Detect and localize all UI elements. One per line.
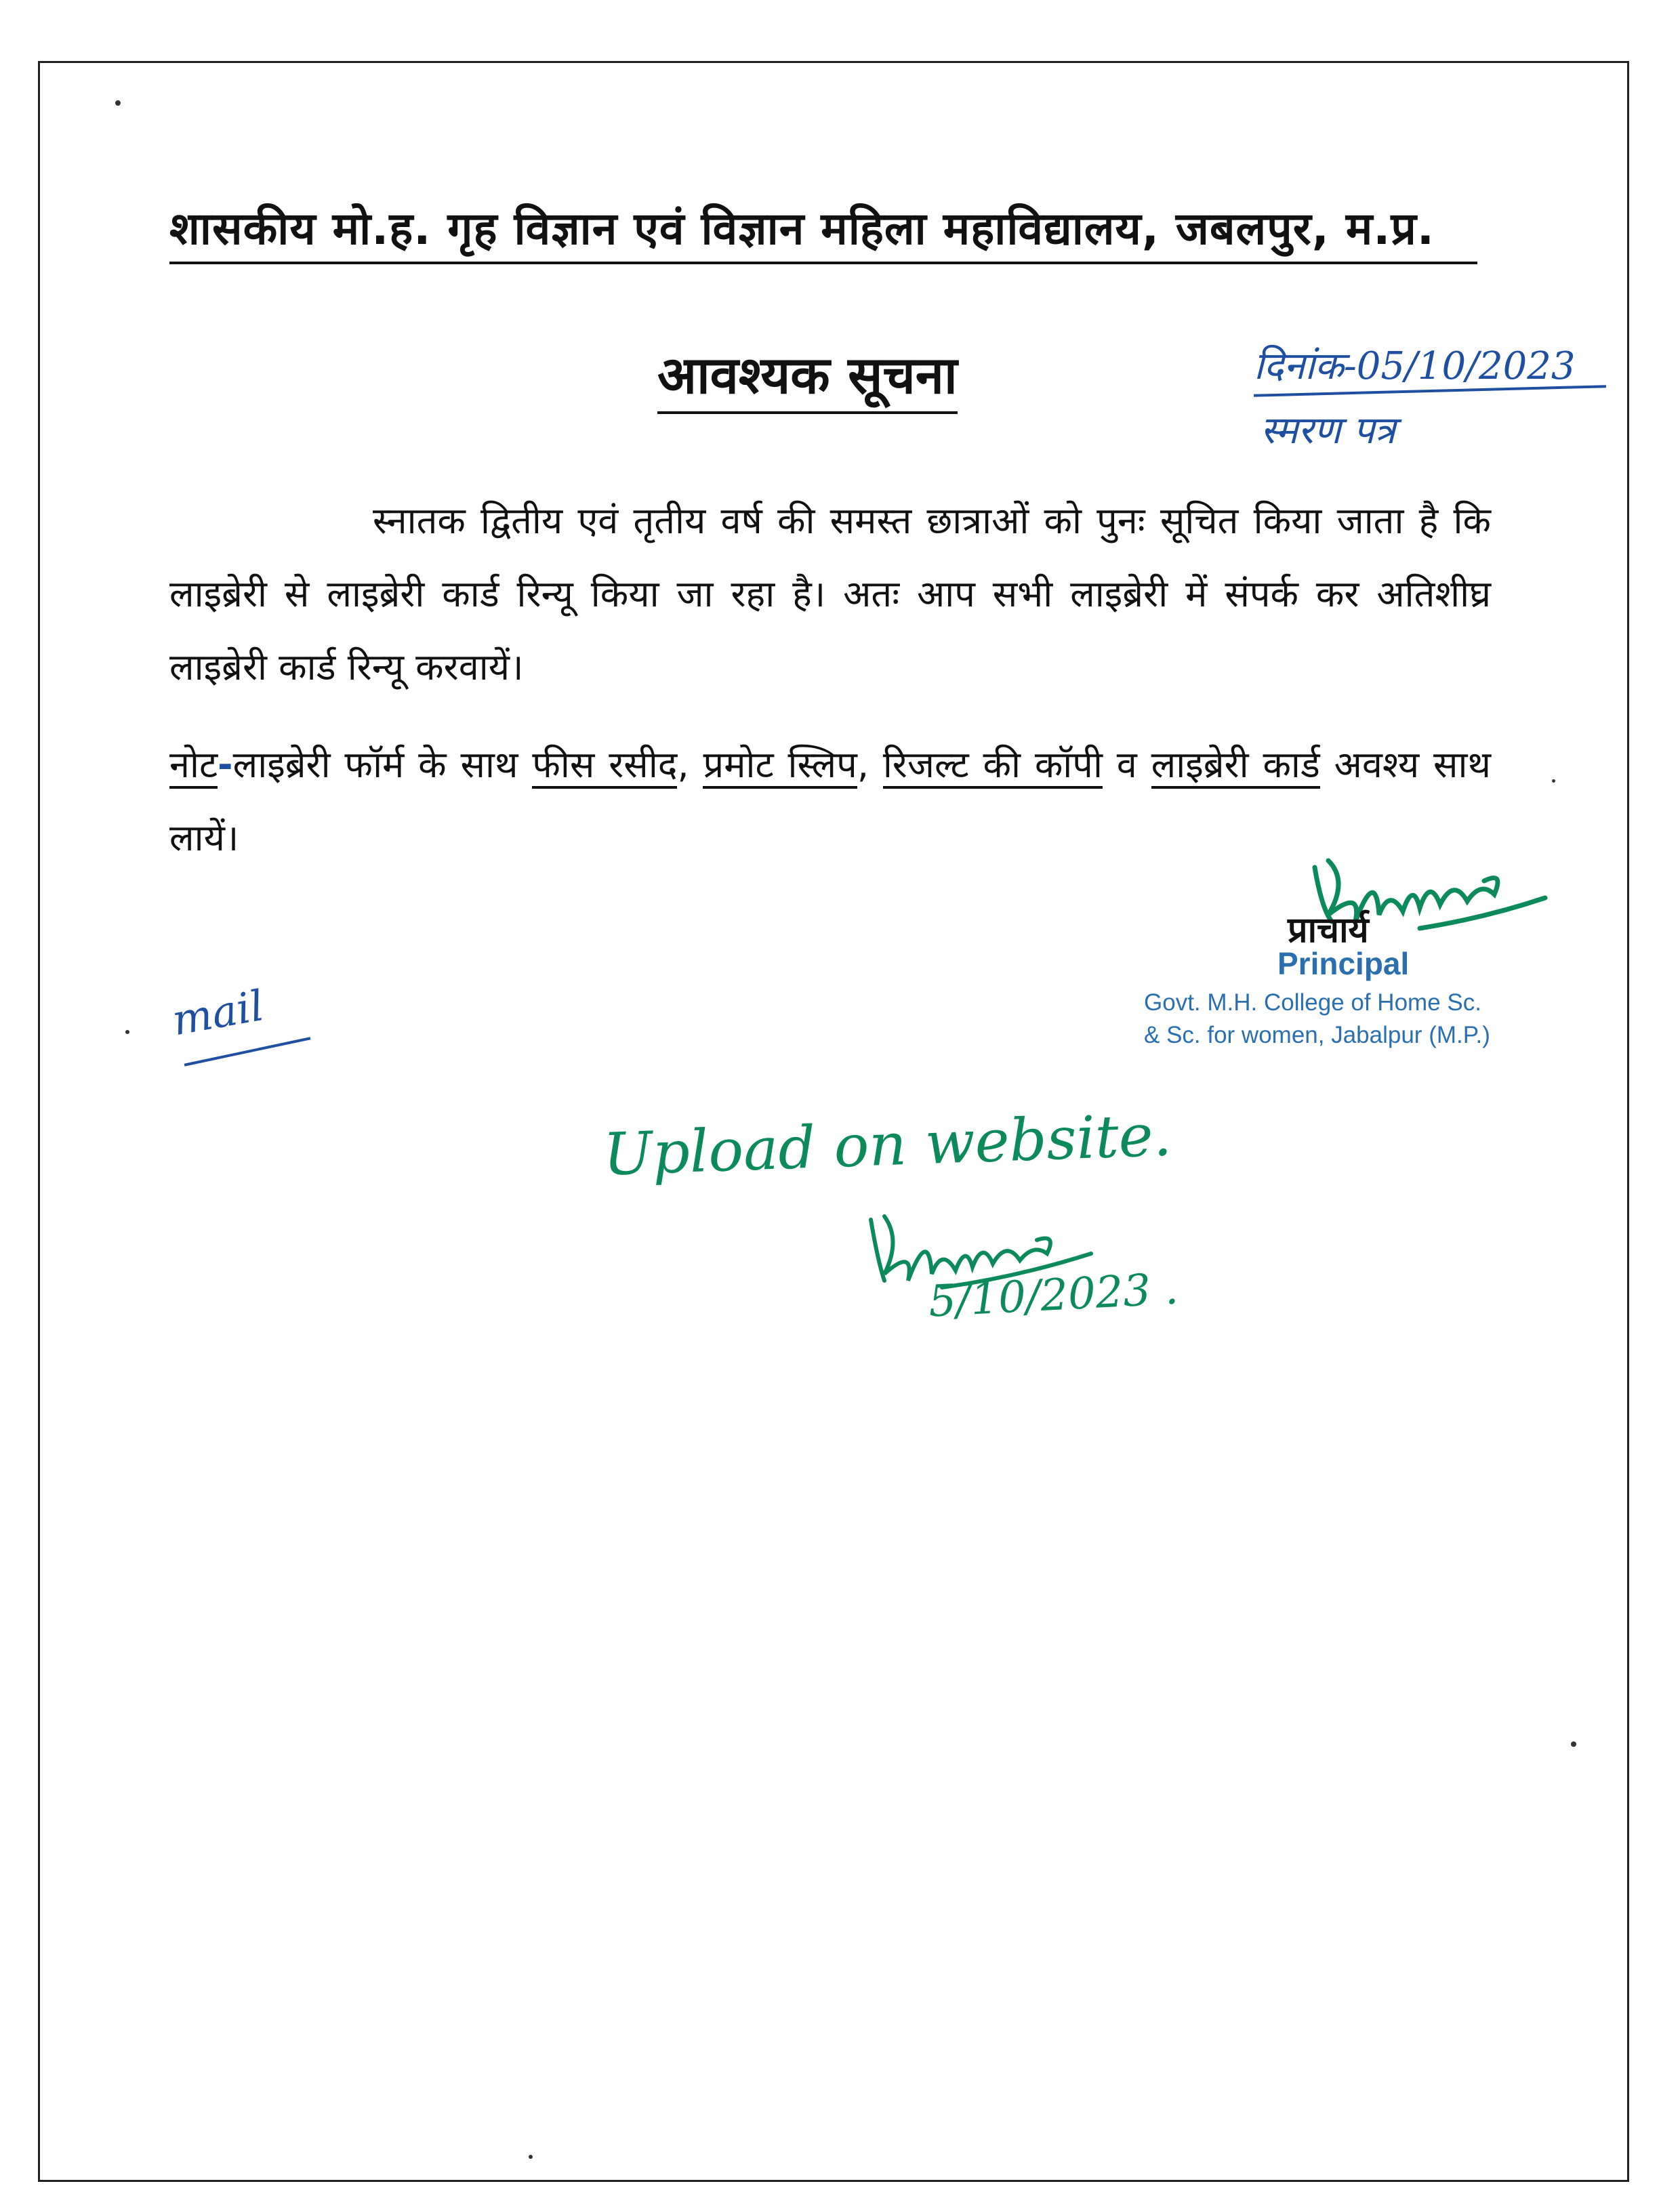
scan-speck [115, 100, 121, 106]
note-text-b: व [1102, 743, 1151, 786]
note-comma-2: , [857, 743, 883, 786]
stamp-title: Principal [1277, 946, 1410, 981]
handwritten-upload-date: 5/10/2023 . [927, 1264, 1180, 1327]
note-paragraph [169, 728, 1491, 875]
note-item-result-copy: रिजल्ट की कॉपी [883, 743, 1103, 789]
handwritten-reminder-note: स्मरण पत्र [1261, 409, 1396, 453]
note-label: नोट [169, 743, 218, 789]
note-separator: - [218, 743, 233, 786]
scan-speck [1571, 1741, 1576, 1747]
scan-speck [529, 2155, 533, 2159]
stamp-location-line: & Sc. for women, Jabalpur (M.P.) [1144, 1022, 1490, 1048]
scan-speck [125, 1030, 129, 1034]
note-item-promote-slip: प्रमोट स्लिप [703, 743, 857, 789]
stamp-college-line: Govt. M.H. College of Home Sc. [1144, 989, 1481, 1016]
college-title: शासकीय मो.ह. गृह विज्ञान एवं विज्ञान महिला महाविद्यालय, जबलपुर, म.प्र. [169, 197, 1477, 264]
scan-speck [1552, 779, 1555, 783]
handwritten-upload-note: Upload on website. [602, 1101, 1173, 1189]
notice-heading: आवश्यक सूचना [657, 339, 958, 414]
notice-paragraph: स्नातक द्वितीय एवं तृतीय वर्ष की समस्त छात्राओं को पुनः सूचित किया जाता है कि लाइब्रेरी से लाइब्रेरी कार्ड रिन्यू किया जा रहा है। अतः आप सभी लाइब्रेरी में संपर्क कर अतिशीघ्र लाइब्रेरी कार्ड रिन्यू करवायें। [169, 499, 1491, 688]
principal-designation-hindi: प्राचार्य [1288, 910, 1369, 951]
note-item-library-card: लाइब्रेरी कार्ड [1151, 743, 1320, 789]
handwritten-mail-note: mail [168, 981, 268, 1046]
note-text-c: अवश्य साथ लायें। [169, 743, 1491, 859]
handwritten-date: दिनांक-05/10/2023 [1254, 344, 1576, 388]
note-text-a: लाइब्रेरी फॉर्म के साथ [232, 743, 533, 786]
note-comma-1: , [677, 743, 703, 786]
note-item-fee-receipt: फीस रसीद [532, 743, 677, 789]
